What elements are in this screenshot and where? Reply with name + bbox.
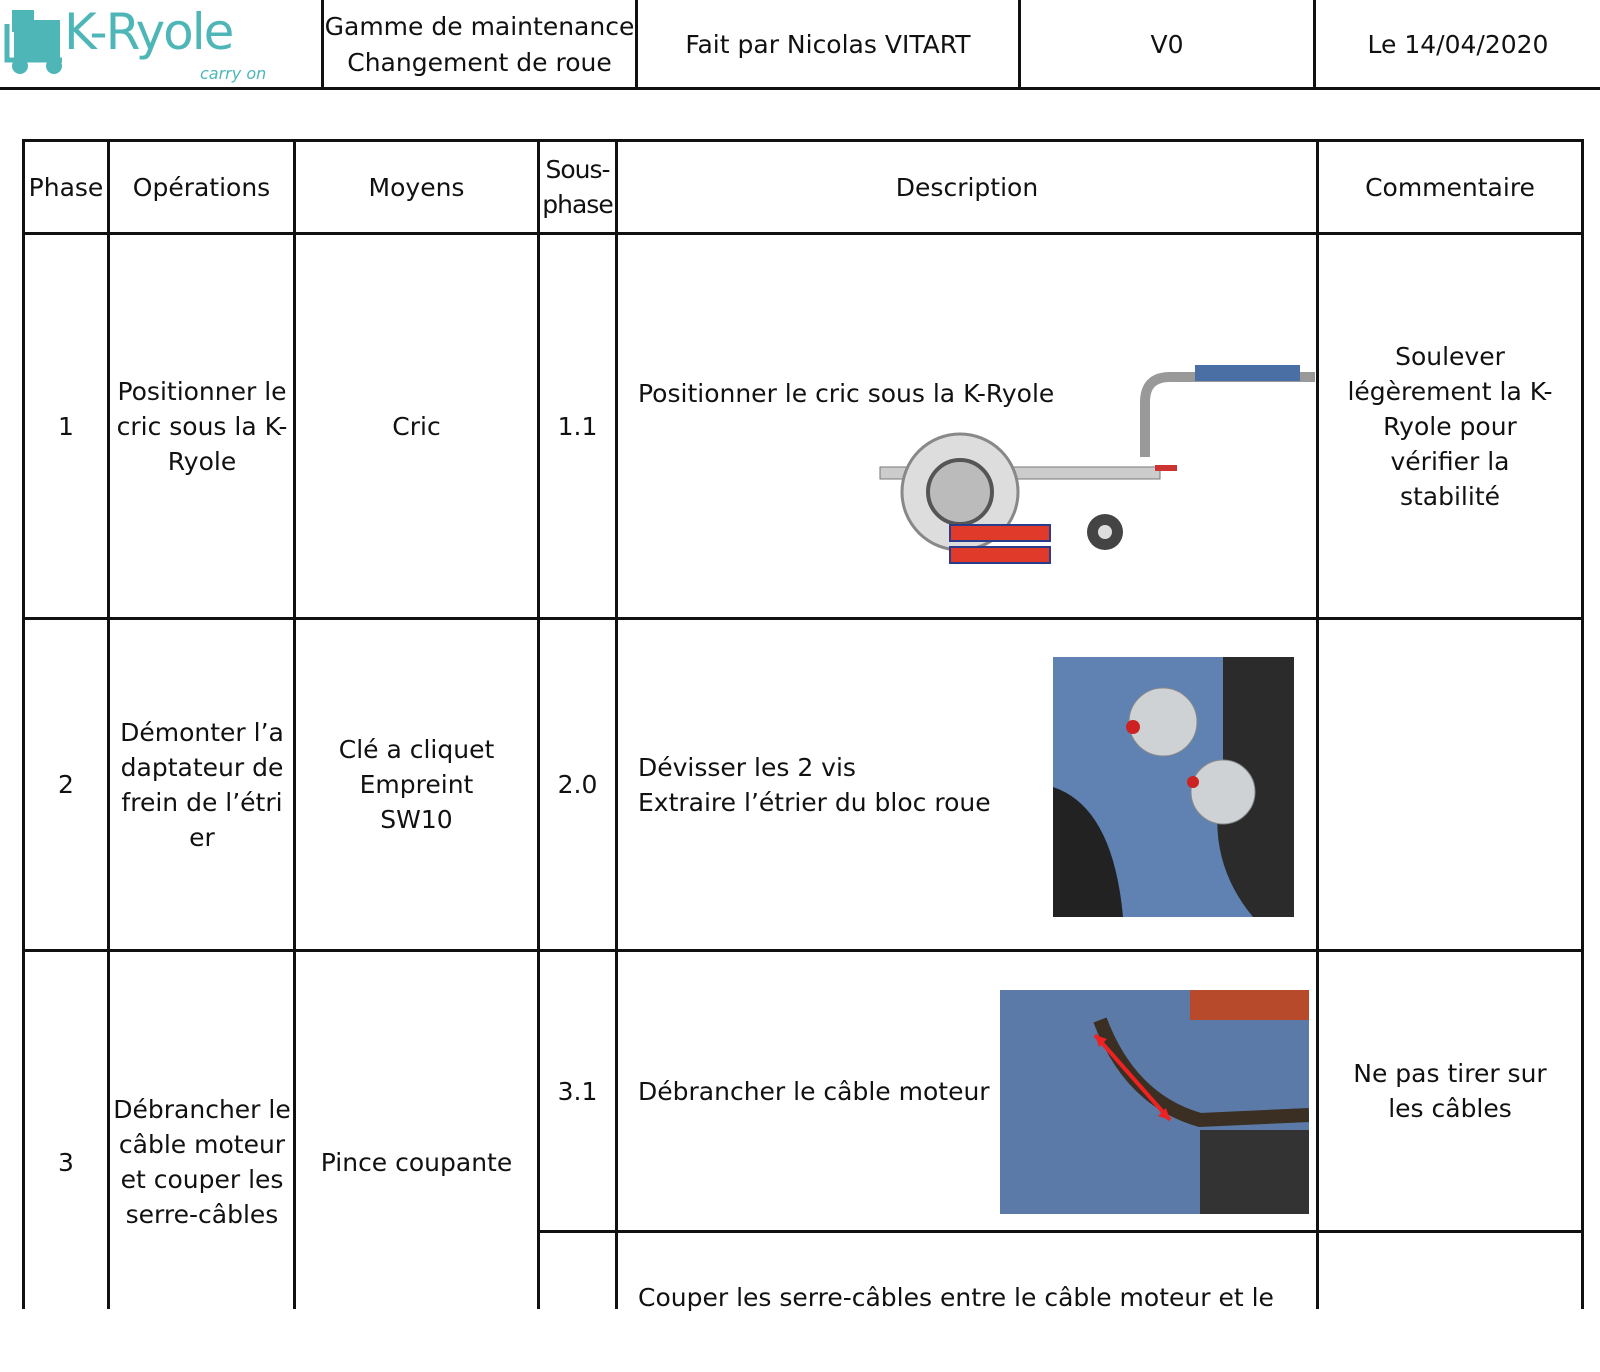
description-cell: Positionner le cric sous la K-Ryole (638, 378, 1055, 408)
phase-cell: 2 (58, 770, 74, 799)
operation-cell: Positionner le cric sous la K-Ryole (116, 376, 288, 476)
col-moyens: Moyens (368, 172, 465, 202)
means-cell: Clé a cliquet Empreint SW10 (338, 735, 495, 834)
col-commentaire: Commentaire (1365, 172, 1535, 202)
phase-cell: 3 (58, 1147, 74, 1177)
description-cell-partial: Couper les serre-câbles entre le câble moteur et le (638, 1283, 1274, 1312)
col-sous-phase: Sous-phase (542, 155, 613, 219)
title-line: Gamme de maintenance (324, 12, 635, 41)
author: Fait par Nicolas VITART (635, 0, 1018, 90)
description-line: Extraire l’étrier du bloc roue (638, 787, 991, 817)
k-ryole-logo (4, 4, 314, 86)
subphase-cell: 1.1 (557, 411, 598, 441)
operation-cell: Débrancher le câble moteur et couper les serre-câbles (113, 1095, 291, 1229)
date: Le 14/04/2020 (1313, 0, 1600, 90)
logo-tagline: carry on (200, 64, 267, 83)
col-operations: Opérations (132, 172, 271, 202)
cargo-bike-icon (4, 4, 64, 84)
means-cell: Pince coupante (320, 1147, 513, 1177)
col-phase: Phase (28, 172, 104, 202)
logo-name: K-Ryole (64, 3, 233, 61)
title-line: Changement de roue (347, 48, 612, 77)
k-ryole-jack-illustration (855, 357, 1315, 577)
comment-cell (1319, 620, 1581, 949)
caliper-photo (1053, 657, 1294, 917)
subphase-cell: 3.1 (557, 1076, 598, 1106)
comment-cell: Soulever légèrement la K-Ryole pour vérifier la stabilité (1347, 341, 1553, 511)
description-cell: Débrancher le câble moteur (638, 1076, 990, 1106)
subphase-cell: 2.0 (557, 770, 598, 799)
col-description: Description (895, 172, 1039, 202)
maintenance-table (22, 139, 1584, 1312)
motor-cable-photo (1000, 990, 1309, 1214)
version: V0 (1018, 0, 1313, 90)
description-cell (618, 620, 1048, 949)
comment-cell: Ne pas tirer sur les câbles (1353, 1059, 1547, 1123)
means-cell: Cric (392, 411, 441, 441)
operation-cell: Démonter l’adaptateur de frein de l’étrier (120, 717, 284, 852)
document-title (321, 0, 635, 90)
description-line: Dévisser les 2 vis (638, 752, 856, 782)
phase-cell: 1 (58, 411, 74, 441)
document-header (0, 0, 1600, 90)
